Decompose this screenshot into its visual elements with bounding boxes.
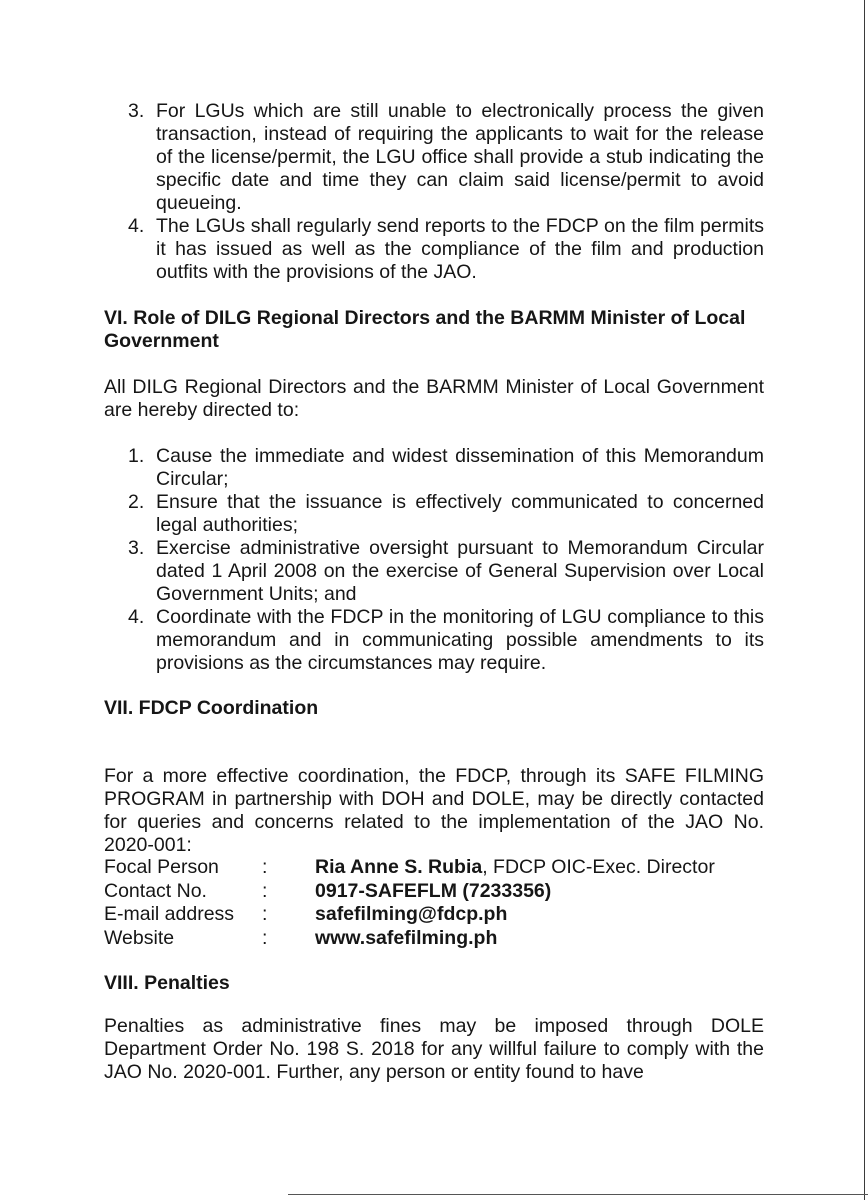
section-vi-heading-block (104, 307, 764, 353)
list-item-number: 2. (128, 491, 145, 513)
contact-email: safefilming@fdcp.ph (315, 903, 508, 925)
list-item-number: 4. (128, 606, 145, 628)
page-edge (864, 0, 865, 1200)
contact-label: E-mail address (104, 903, 235, 925)
list-item-number: 3. (128, 100, 145, 122)
list-item-number: 4. (128, 215, 145, 237)
section-vi-list (104, 445, 764, 675)
contact-label: Contact No. (104, 879, 207, 902)
list-item (104, 491, 764, 537)
section-heading: VI. Role of DILG Regional Directors and the BARMM Minister of Local Government (104, 307, 746, 352)
section-body: For a more effective coordination, the FDCP, through its SAFE FILMING PROGRAM in partnership with DOH and DOLE, may be directly contacted for queries and concerns related to the implementation of the JAO No. 2020-001: (104, 765, 764, 856)
contact-row-focal (104, 856, 764, 880)
list-item-text: Ensure that the issuance is effectively communicated to concerned legal authorities; (156, 491, 764, 536)
section-heading: VIII. Penalties (104, 972, 230, 994)
contact-website: www.safefilming.ph (315, 926, 498, 949)
list-item (104, 445, 764, 491)
list-item-number: 3. (128, 537, 145, 559)
page-bottom-divider (288, 1194, 868, 1195)
list-item (104, 606, 764, 675)
contact-row-email (104, 903, 764, 927)
section-viii-heading-block (104, 972, 764, 995)
list-item-number: 1. (128, 445, 145, 467)
contact-number: 0917-SAFEFLM (7233356) (315, 879, 552, 902)
contact-row-website (104, 927, 764, 951)
contact-colon: : (262, 879, 268, 902)
section-vii-heading-block (104, 697, 764, 720)
list-item-text: Exercise administrative oversight pursuant to Memorandum Circular dated 1 April 2008 on the exercise of General Supervision over Local Government Units; and (156, 537, 764, 605)
list-item (104, 537, 764, 606)
contact-colon: : (262, 903, 268, 925)
section-vi-intro-block (104, 376, 764, 422)
contact-row-phone (104, 880, 764, 904)
focal-person-title: , FDCP OIC-Exec. Director (482, 856, 715, 878)
list-item-text: Coordinate with the FDCP in the monitoring of LGU compliance to this memorandum and in communicating possible amendments to its provisions as the circumstances may require. (156, 606, 764, 674)
section-intro: All DILG Regional Directors and the BARMM Minister of Local Government are hereby directed to: (104, 376, 764, 421)
section-body: Penalties as administrative fines may be imposed through DOLE Department Order No. 198 S. 2018 for any willful failure to comply with the JAO No. 2020-001. Further, any person or entity found to have (104, 1015, 764, 1083)
list-item-text: Cause the immediate and widest dissemination of this Memorandum Circular; (156, 445, 764, 490)
section-viii-body-block (104, 1015, 764, 1084)
list-item (104, 215, 764, 284)
section-heading: VII. FDCP Coordination (104, 697, 319, 719)
contact-label: Focal Person (104, 856, 219, 878)
section-vii-body-block (104, 765, 764, 857)
list-item (104, 100, 764, 215)
list-item-text: The LGUs shall regularly send reports to the FDCP on the film permits it has issued as well as the compliance of the film and production outfits with the provisions of the JAO. (156, 215, 764, 283)
contact-label: Website (104, 926, 175, 949)
contact-colon: : (262, 856, 268, 878)
contact-colon: : (262, 926, 268, 949)
contact-details (104, 856, 764, 950)
contact-value (315, 856, 715, 880)
list-item-text: For LGUs which are still unable to electronically process the given transaction, instead of requiring the applicants to wait for the release of the license/permit, the LGU office shall provide a stub indicating the specific date and time they can claim said license/permit to avoid queueing. (156, 100, 764, 214)
section-v-list (104, 100, 764, 284)
focal-person-name: Ria Anne S. Rubia (315, 856, 483, 878)
